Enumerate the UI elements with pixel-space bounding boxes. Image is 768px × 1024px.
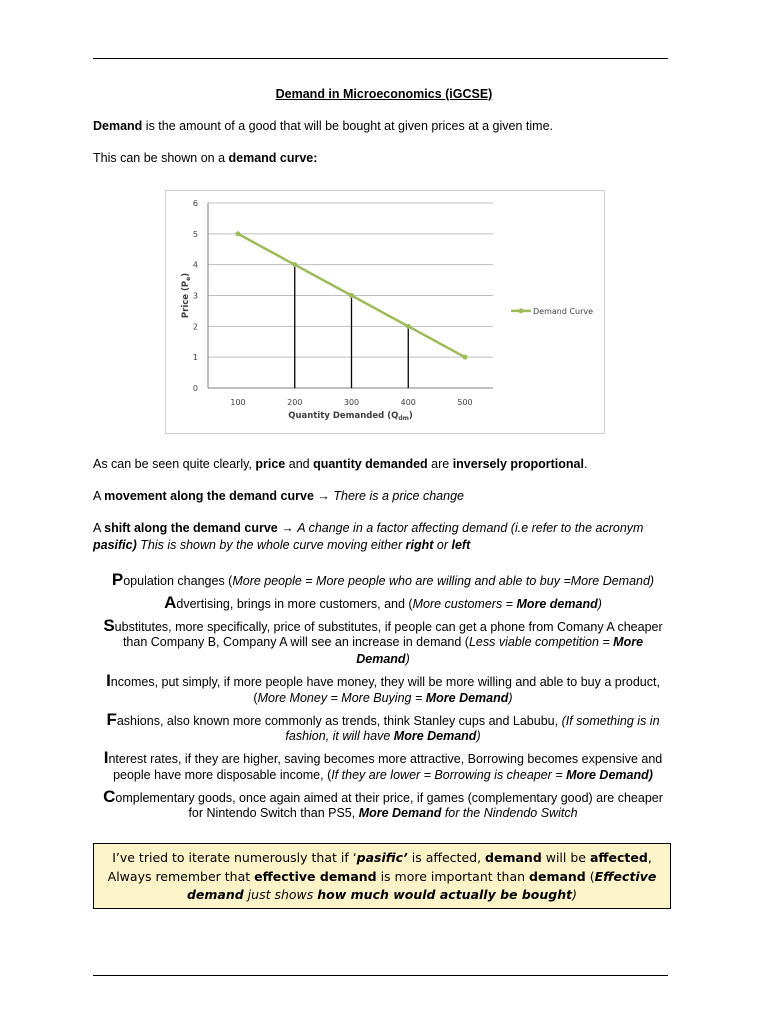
p3-text-2: and [285, 457, 314, 471]
note-text: is affected, [407, 850, 486, 865]
data-point [463, 355, 468, 360]
legend-marker [519, 308, 524, 313]
y-axis-title-end: ) [181, 272, 191, 277]
p3-period: . [583, 457, 588, 471]
note-line-1 [94, 849, 670, 868]
note-text: ( [585, 868, 595, 884]
movement-along-curve [93, 488, 673, 505]
pasific-incomes [93, 672, 673, 691]
x-tick-label: 500 [457, 398, 473, 407]
acronym-letter: I [103, 748, 109, 767]
note-text: , [647, 850, 652, 865]
fashions-bold: More Demand [393, 729, 477, 743]
advertising-close: ) [597, 597, 602, 611]
demand-curve-intro [93, 150, 673, 167]
arrow-icon: → [277, 521, 298, 535]
acronym-letter: F [106, 710, 117, 729]
demand-term: Demand [93, 119, 143, 133]
intro-text: This can be shown on a [93, 151, 229, 165]
note-pasific: pasific’ [356, 850, 408, 865]
p3-quantity: quantity demanded [313, 457, 428, 471]
fashions-italic-2: fashion, it will have [285, 729, 394, 743]
p3-inverse: inversely proportional [452, 457, 584, 471]
note-line-3 [94, 886, 670, 905]
y-axis-title-text: Price (P [181, 280, 191, 319]
y-tick-label: 1 [192, 353, 198, 363]
p3-text-3: are [427, 457, 453, 471]
substitutes-close: ) [405, 652, 410, 666]
incomes-bold: More Demand [425, 691, 509, 705]
y-tick-label: 6 [192, 199, 198, 208]
y-tick-label: 5 [192, 229, 198, 239]
x-axis-title-sub: dm [398, 415, 409, 422]
pasific-advertising [93, 594, 673, 613]
y-axis-title-sub: e [185, 276, 192, 281]
p5-right: right [405, 538, 434, 552]
note-close: ) [572, 887, 578, 902]
pasific-interest [93, 749, 673, 768]
note-text: will be [541, 850, 590, 865]
demand-definition [93, 118, 673, 135]
p5-italic: A change in a factor affecting demand (i.e refer to the acronym [297, 521, 644, 535]
top-rule [93, 58, 668, 59]
y-tick-label: 2 [192, 322, 198, 332]
population-italic: More people = More people who are willing and able to buy =More Demand) [232, 574, 655, 588]
data-point [349, 293, 354, 298]
fashions-text: ashions, also known more commonly as trends, think Stanley cups and Labubu, [116, 714, 562, 728]
p5-text: A [93, 521, 105, 535]
acronym-letter: I [106, 671, 111, 690]
interest-italic: If they are lower = Borrowing is cheaper = [331, 768, 567, 782]
pasific-incomes-line2 [93, 690, 673, 707]
x-axis-title [288, 411, 413, 422]
shift-along-curve [93, 520, 673, 537]
complementary-text: omplementary goods, once again aimed at their price, if games (complementary good) are cheaper [115, 791, 663, 805]
acronym-letter: A [164, 593, 177, 612]
bottom-rule [93, 975, 668, 976]
y-axis-title [181, 273, 192, 318]
substitutes-text: ubstitutes, more specifically, price of substitutes, if people can get a phone from Comany A cheaper [114, 620, 663, 634]
note-affected: affected [589, 850, 648, 865]
acronym-letter: S [103, 616, 115, 635]
intro-bold: demand curve: [228, 151, 318, 165]
complementary-bold: More Demand [358, 806, 442, 820]
p5-or: or [433, 538, 452, 552]
note-bold-italic: how much would actually be bought [317, 887, 573, 902]
advertising-bold: More demand [516, 597, 598, 611]
p5-italic-2: This is shown by the whole curve moving either [136, 538, 406, 552]
p5-left: left [451, 538, 471, 552]
x-axis-title-end: ) [408, 411, 413, 421]
pasific-substitutes-line2 [93, 634, 673, 651]
pasific-fashions-line2 [93, 728, 673, 745]
p3-price: price [255, 457, 286, 471]
advertising-italic: More customers = [412, 597, 517, 611]
effective-demand-note [93, 843, 671, 909]
inverse-relationship [93, 456, 673, 473]
pasific-population [93, 571, 673, 590]
y-tick-label: 3 [192, 291, 198, 301]
arrow-icon: → [313, 489, 334, 503]
incomes-open: ( [253, 691, 258, 705]
substitutes-text-2: than Company B, Company A will see an increase in demand ( [122, 635, 469, 649]
p4-italic: There is a price change [333, 489, 464, 503]
fashions-italic: (If something is in [561, 714, 660, 728]
note-effective-demand: effective demand [254, 868, 377, 884]
data-point [236, 231, 241, 236]
data-point [406, 324, 411, 329]
note-line-2 [94, 868, 670, 887]
substitutes-italic: Less viable competition = [468, 635, 614, 649]
p3-text-1: As can be seen quite clearly, [93, 457, 256, 471]
demand-chart [165, 190, 605, 434]
p4-bold: movement along the demand curve [104, 489, 314, 503]
fashions-close: ) [476, 729, 481, 743]
p5-pasific: pasific) [93, 538, 137, 552]
demand-definition-text: is the amount of a good that will be bought at given prices at a given time. [142, 119, 553, 133]
incomes-text: ncomes, put simply, if more people have money, they will be more willing and able to buy a product, [110, 675, 660, 689]
x-tick-label: 400 [400, 398, 416, 407]
pasific-complementary-line2 [93, 805, 673, 822]
x-tick-label: 100 [230, 398, 246, 407]
x-tick-label: 200 [287, 398, 303, 407]
note-text: is more important than [376, 868, 530, 884]
substitutes-bold: More [613, 635, 644, 649]
note-text: Always remember that [107, 868, 255, 884]
population-text: opulation changes ( [123, 574, 233, 588]
y-tick-label: 0 [192, 384, 198, 393]
substitutes-bold-2: Demand [356, 652, 406, 666]
interest-bold: More Demand) [566, 768, 653, 782]
pasific-interest-line2 [93, 767, 673, 784]
note-demand: demand [485, 850, 542, 865]
note-demand-italic: demand [186, 887, 244, 902]
legend-label: Demand Curve [533, 306, 594, 316]
page-title: Demand in Microeconomics (iGCSE) [275, 87, 493, 101]
interest-text: nterest rates, if they are higher, saving becomes more attractive, Borrowing becomes expensive and [108, 752, 663, 766]
p4-text: A [93, 489, 105, 503]
acronym-letter: C [103, 787, 116, 806]
advertising-text: dvertising, brings in more customers, and ( [176, 597, 413, 611]
complementary-italic: for the Nindendo Switch [441, 806, 578, 820]
demand-chart-svg [166, 191, 604, 433]
pasific-substitutes-line3 [93, 651, 673, 668]
y-tick-label: 4 [192, 260, 198, 270]
note-text: I’ve tried to iterate numerously that if ‘ [112, 850, 357, 865]
note-effective: Effective [594, 868, 657, 884]
acronym-letter: P [111, 570, 124, 589]
incomes-close: ) [508, 691, 513, 705]
x-axis-title-text: Quantity Demanded (Q [288, 411, 399, 421]
x-tick-label: 300 [343, 398, 360, 407]
data-point [292, 262, 297, 267]
note-italic: just shows [243, 887, 318, 902]
shift-along-curve-line2 [93, 537, 673, 554]
p5-bold: shift along the demand curve [104, 521, 278, 535]
interest-text-2: people have more disposable income, ( [113, 768, 332, 782]
note-demand: demand [529, 868, 586, 884]
complementary-text-2: for Nintendo Switch than PS5, [188, 806, 359, 820]
incomes-italic: More Money = More Buying = [257, 691, 426, 705]
